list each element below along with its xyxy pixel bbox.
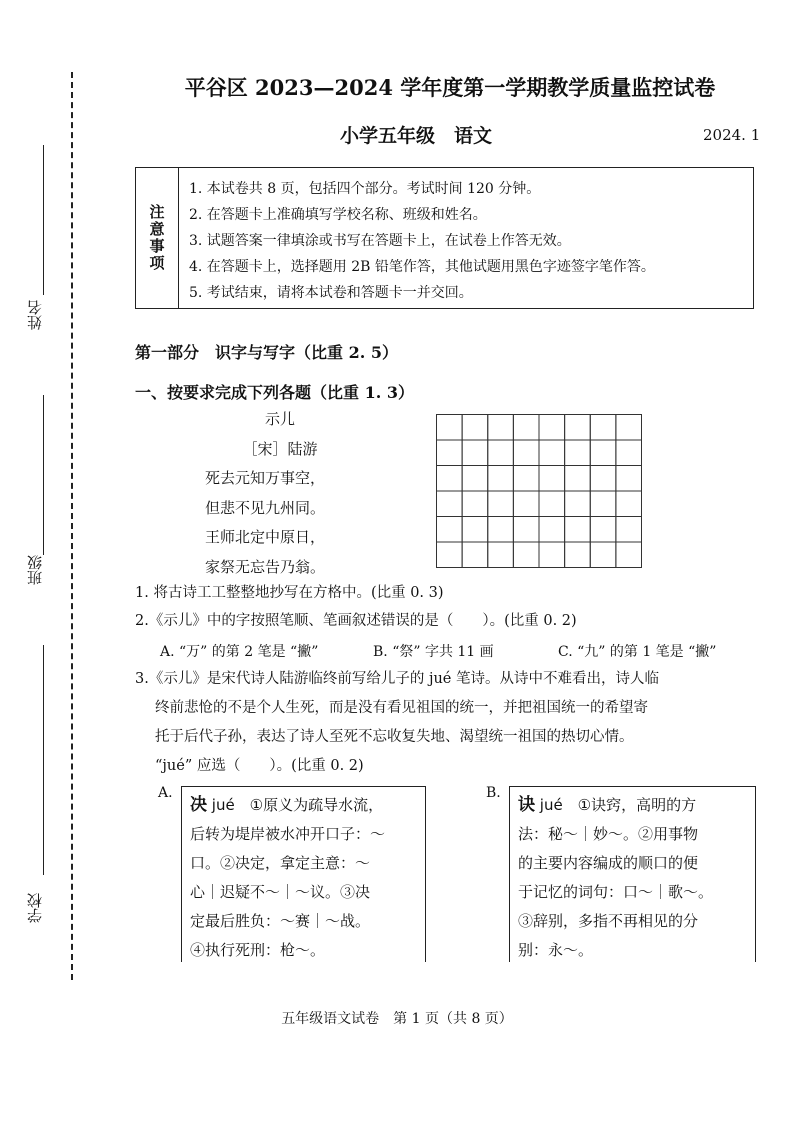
- grid-cell[interactable]: [462, 517, 488, 543]
- choice-a-line: 后转为堤岸被水冲开口子：～: [190, 825, 386, 843]
- school-blank-line: [43, 645, 44, 875]
- grid-cell[interactable]: [616, 491, 642, 517]
- grid-cell[interactable]: [437, 466, 463, 492]
- question-2: 2.《示儿》中的字按照笔顺、笔画叙述错误的是（ ）。(比重 0. 2): [135, 613, 577, 629]
- notice-item: 3. 试题答案一律填涂或书写在答题卡上，在试卷上作答无效。: [189, 233, 571, 249]
- grid-cell[interactable]: [539, 491, 565, 517]
- grid-cell[interactable]: [488, 440, 514, 466]
- grid-cell[interactable]: [539, 542, 565, 568]
- grid-cell[interactable]: [616, 415, 642, 441]
- grid-cell[interactable]: [513, 491, 539, 517]
- grid-cell[interactable]: [513, 466, 539, 492]
- writing-grid[interactable]: [436, 414, 642, 568]
- q2-option-c[interactable]: C. “九” 的第 1 笔是 “撇”: [558, 644, 717, 660]
- grid-cell[interactable]: [590, 415, 616, 441]
- class-blank-line: [43, 395, 44, 555]
- grid-cell[interactable]: [565, 466, 591, 492]
- choice-a-line: ④执行死刑：枪～。: [190, 941, 326, 959]
- choice-b-line: 别：永～。: [518, 941, 594, 959]
- binding-dashed-line: [71, 72, 73, 980]
- grid-cell[interactable]: [539, 517, 565, 543]
- notice-item: 1. 本试卷共 8 页，包括四个部分。考试时间 120 分钟。: [189, 181, 541, 197]
- grid-cell[interactable]: [437, 491, 463, 517]
- grid-cell[interactable]: [590, 440, 616, 466]
- grid-cell[interactable]: [616, 517, 642, 543]
- grid-cell[interactable]: [565, 491, 591, 517]
- exam-title: 平谷区 2023—2024 学年度第一学期教学质量监控试卷: [184, 75, 716, 100]
- grid-cell[interactable]: [488, 517, 514, 543]
- choice-a-head: 决: [190, 795, 207, 815]
- notice-item: 4. 在答题卡上，选择题用 2B 铅笔作答，其他试题用黑色字迹签字笔作答。: [189, 259, 655, 275]
- choice-b-line: 于记忆的词句：口～｜歌～。: [518, 883, 714, 901]
- grid-cell[interactable]: [590, 542, 616, 568]
- notice-list: [189, 176, 655, 306]
- school-label: 学校: [26, 893, 44, 923]
- choice-a-label[interactable]: A.: [158, 785, 173, 801]
- part1-title: 第一部分 识字与写字（比重 2. 5）: [135, 343, 398, 362]
- grid-cell[interactable]: [462, 491, 488, 517]
- grid-cell[interactable]: [616, 466, 642, 492]
- grid-cell[interactable]: [565, 542, 591, 568]
- grid-cell[interactable]: [462, 415, 488, 441]
- grid-cell[interactable]: [437, 542, 463, 568]
- grid-cell[interactable]: [462, 542, 488, 568]
- choice-b-line: ③辞别，多指不再相见的分: [518, 912, 699, 930]
- grid-cell[interactable]: [565, 440, 591, 466]
- grid-cell[interactable]: [462, 440, 488, 466]
- q2-option-b[interactable]: B. “祭” 字共 11 画: [373, 644, 494, 660]
- exam-subtitle: 小学五年级 语文: [340, 125, 493, 147]
- poem-author: ［宋］陆游: [242, 439, 318, 458]
- choice-a-box[interactable]: [181, 786, 426, 962]
- name-blank-line: [43, 145, 44, 295]
- grid-cell[interactable]: [565, 517, 591, 543]
- section1-title: 一、按要求完成下列各题（比重 1. 3）: [135, 383, 414, 402]
- choice-b-head: 诀: [518, 795, 535, 815]
- poem-line: 死去元知万事空，: [205, 469, 326, 487]
- grid-cell[interactable]: [437, 517, 463, 543]
- name-label: 姓名: [26, 300, 44, 330]
- grid-cell[interactable]: [488, 415, 514, 441]
- notice-box: [135, 167, 754, 309]
- choice-b-label[interactable]: B.: [486, 785, 501, 801]
- grid-cell[interactable]: [590, 491, 616, 517]
- choice-a-line: 定最后胜负：～赛｜～战。: [190, 912, 371, 930]
- grid-cell[interactable]: [539, 415, 565, 441]
- question-3: [135, 665, 659, 781]
- grid-cell[interactable]: [488, 542, 514, 568]
- grid-cell[interactable]: [488, 491, 514, 517]
- notice-item: 5. 考试结束，请将本试卷和答题卡一并交回。: [189, 285, 473, 301]
- question-1: 1. 将古诗工工整整地抄写在方格中。(比重 0. 3): [135, 585, 444, 601]
- choice-b-line: 法：秘～｜妙～。②用事物: [518, 825, 699, 843]
- poem: [205, 405, 355, 582]
- grid-cell[interactable]: [616, 542, 642, 568]
- poem-title: 示儿: [264, 410, 295, 428]
- grid-cell[interactable]: [513, 440, 539, 466]
- grid-cell[interactable]: [565, 415, 591, 441]
- choice-b-line: jué ①诀窍，高明的方: [539, 796, 697, 814]
- poem-line: 王师北定中原日，: [205, 528, 326, 546]
- choice-a-line: 口。②决定，拿定主意：～: [190, 854, 371, 872]
- poem-line: 家祭无忘告乃翁。: [205, 557, 326, 576]
- grid-cell[interactable]: [437, 415, 463, 441]
- grid-cell[interactable]: [590, 517, 616, 543]
- q2-option-a[interactable]: A. “万” 的第 2 笔是 “撇”: [160, 644, 319, 660]
- grid-cell[interactable]: [513, 517, 539, 543]
- notice-label: 注意事项: [147, 204, 166, 272]
- page-footer: 五年级语文试卷 第 1 页（共 8 页）: [281, 1011, 513, 1027]
- question-3-line: 托于后代子孙，表达了诗人至死不忘收复失地、渴望统一祖国的热切心情。: [155, 729, 634, 745]
- grid-cell[interactable]: [539, 440, 565, 466]
- notice-item: 2. 在答题卡上准确填写学校名称、班级和姓名。: [189, 207, 487, 223]
- choice-b-line: 的主要内容编成的顺口的便: [518, 854, 699, 872]
- class-label: 班级: [26, 555, 44, 585]
- question-3-line: 3.《示儿》是宋代诗人陆游临终前写给儿子的 jué 笔诗。从诗中不难看出，诗人临: [135, 671, 659, 687]
- choice-a-line: 心｜迟疑不～｜～议。③决: [190, 883, 371, 901]
- grid-cell[interactable]: [437, 440, 463, 466]
- grid-cell[interactable]: [488, 466, 514, 492]
- grid-cell[interactable]: [462, 466, 488, 492]
- poem-line: 但悲不见九州同。: [205, 498, 326, 517]
- exam-date: 2024. 1: [703, 126, 761, 144]
- choice-a-line: jué ①原义为疏导水流，: [211, 796, 384, 814]
- choice-b-box[interactable]: [509, 786, 756, 962]
- grid-cell[interactable]: [513, 542, 539, 568]
- notice-label-cell: [136, 168, 179, 308]
- grid-cell[interactable]: [616, 440, 642, 466]
- grid-cell[interactable]: [539, 466, 565, 492]
- question-3-line: “jué” 应选（ ）。(比重 0. 2): [155, 758, 364, 774]
- grid-cell[interactable]: [513, 415, 539, 441]
- question-3-line: 终前悲怆的不是个人生死，而是没有看见祖国的统一，并把祖国统一的希望寄: [155, 700, 648, 716]
- grid-cell[interactable]: [590, 466, 616, 492]
